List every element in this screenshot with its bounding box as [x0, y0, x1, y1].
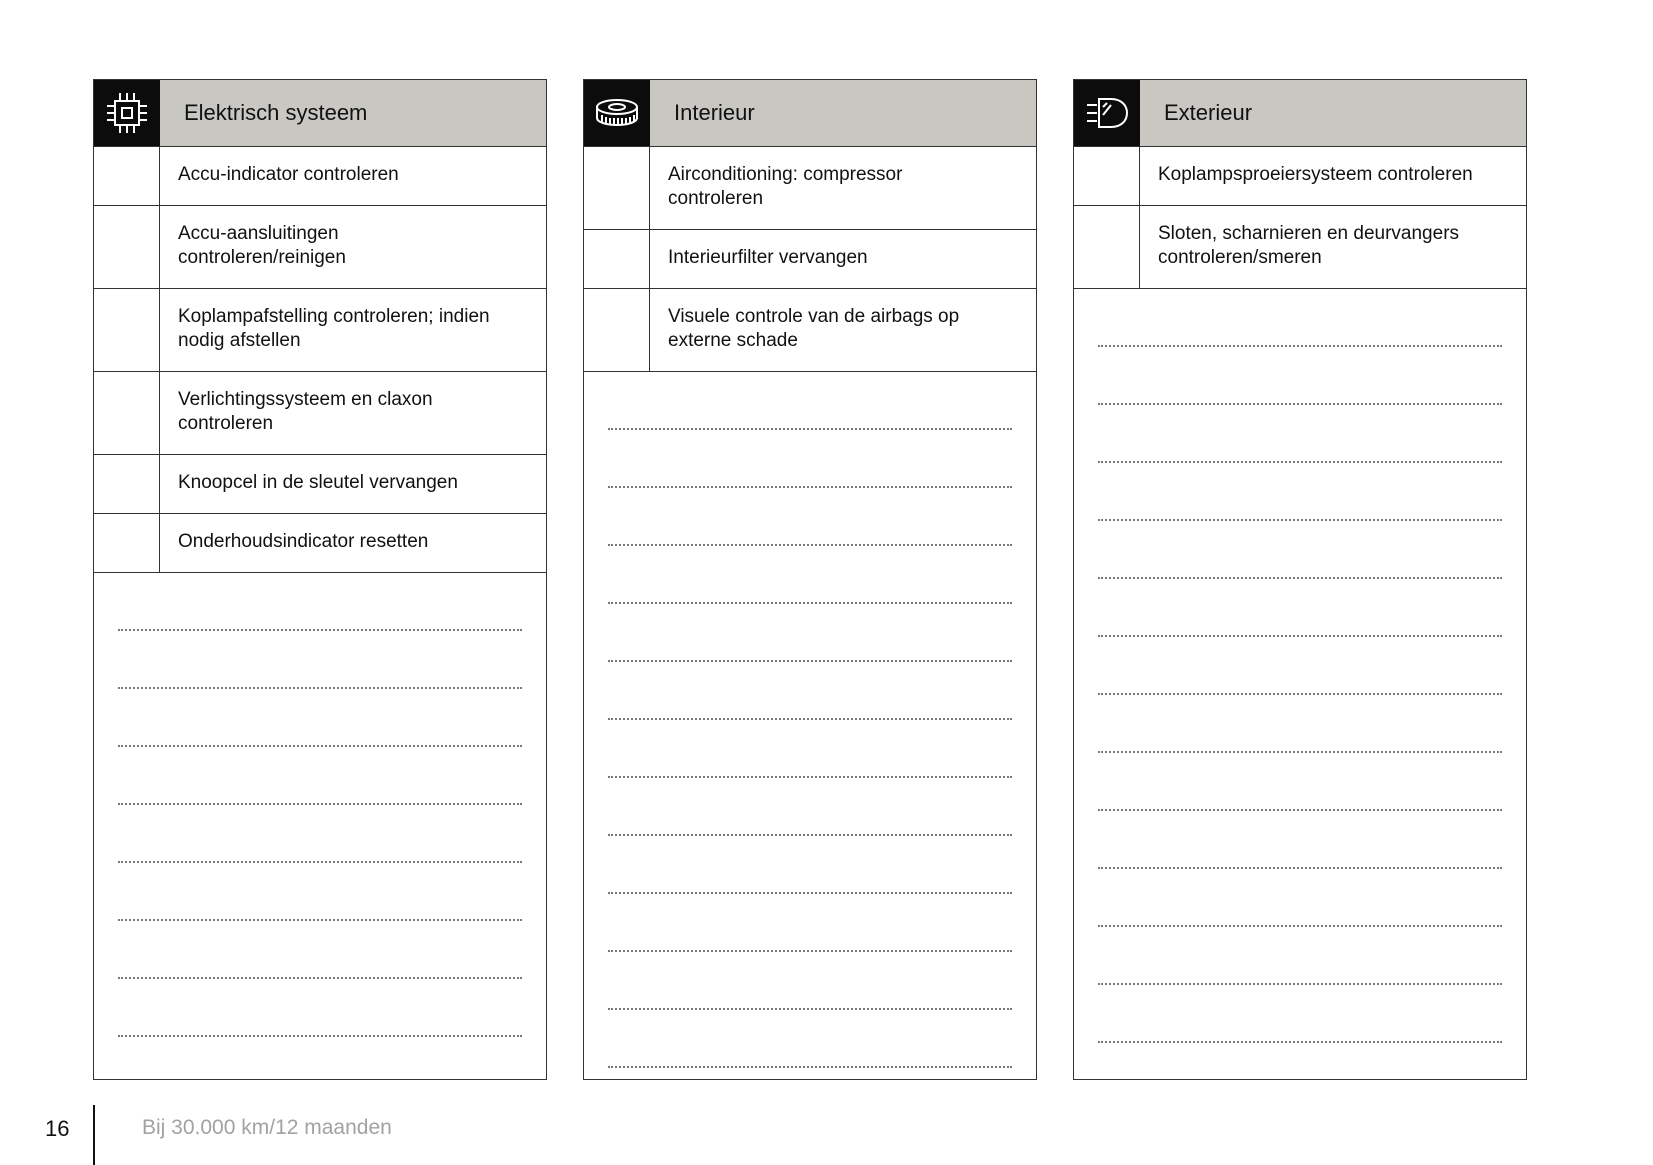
checkbox-cell[interactable] — [94, 289, 160, 371]
headlamp-icon — [1074, 80, 1140, 146]
note-line[interactable] — [1098, 637, 1502, 695]
note-line[interactable] — [1098, 927, 1502, 985]
footer-divider — [93, 1105, 95, 1165]
note-line[interactable] — [608, 720, 1012, 778]
note-line[interactable] — [608, 1010, 1012, 1068]
note-line[interactable] — [118, 747, 522, 805]
notes-area[interactable] — [94, 573, 546, 1037]
task-row — [94, 455, 546, 514]
panel-exterieur — [1073, 79, 1527, 1080]
notes-area[interactable] — [1074, 289, 1526, 1043]
note-line[interactable] — [1098, 579, 1502, 637]
task-row — [1074, 206, 1526, 289]
note-line[interactable] — [1098, 869, 1502, 927]
task-label: Knoopcel in de sleutel vervangen — [178, 472, 458, 493]
checkbox-cell[interactable] — [584, 230, 650, 288]
task-row — [94, 514, 546, 573]
note-line[interactable] — [608, 488, 1012, 546]
checkbox-cell[interactable] — [94, 455, 160, 513]
task-label: Airconditioning: compressor controleren — [668, 164, 903, 209]
note-line[interactable] — [1098, 463, 1502, 521]
note-line[interactable] — [1098, 405, 1502, 463]
note-line[interactable] — [1098, 753, 1502, 811]
task-row — [94, 206, 546, 289]
note-line[interactable] — [608, 894, 1012, 952]
note-line[interactable] — [1098, 695, 1502, 753]
task-row — [94, 372, 546, 455]
note-line[interactable] — [1098, 985, 1502, 1043]
note-line[interactable] — [608, 778, 1012, 836]
task-label: Sloten, scharnieren en deurvangers controleren/smeren — [1158, 223, 1460, 268]
note-line[interactable] — [1098, 521, 1502, 579]
panel-interieur — [583, 79, 1037, 1080]
task-label: Accu-indicator controleren — [178, 164, 399, 185]
panel-title: Interieur — [650, 80, 1036, 146]
note-line[interactable] — [608, 430, 1012, 488]
panel-header — [94, 80, 546, 147]
checkbox-cell[interactable] — [94, 206, 160, 288]
note-line[interactable] — [608, 662, 1012, 720]
panel-header — [584, 80, 1036, 147]
panel-header — [1074, 80, 1526, 147]
panel-title: Elektrisch systeem — [160, 80, 546, 146]
task-row — [1074, 147, 1526, 206]
task-row — [94, 289, 546, 372]
note-line[interactable] — [118, 805, 522, 863]
checkbox-cell[interactable] — [584, 147, 650, 229]
checkbox-cell[interactable] — [584, 289, 650, 371]
note-line[interactable] — [118, 573, 522, 631]
note-line[interactable] — [118, 979, 522, 1037]
checkbox-cell[interactable] — [94, 514, 160, 572]
panel-title: Exterieur — [1140, 80, 1526, 146]
service-interval: Bij 30.000 km/12 maanden — [142, 1116, 392, 1139]
checkbox-cell[interactable] — [94, 372, 160, 454]
checkbox-cell[interactable] — [1074, 206, 1140, 288]
task-row — [584, 230, 1036, 289]
cabin-filter-icon — [584, 80, 650, 146]
note-line[interactable] — [608, 372, 1012, 430]
page-number: 16 — [45, 1116, 70, 1141]
note-line[interactable] — [118, 863, 522, 921]
notes-area[interactable] — [584, 372, 1036, 1068]
panel-elektrisch-systeem — [93, 79, 547, 1080]
task-row — [584, 147, 1036, 230]
task-row — [94, 147, 546, 206]
task-row — [584, 289, 1036, 372]
note-line[interactable] — [118, 921, 522, 979]
note-line[interactable] — [1098, 347, 1502, 405]
task-label: Interieurfilter vervangen — [668, 247, 868, 268]
checkbox-cell[interactable] — [1074, 147, 1140, 205]
note-line[interactable] — [118, 689, 522, 747]
note-line[interactable] — [1098, 811, 1502, 869]
task-label: Onderhoudsindicator resetten — [178, 531, 429, 552]
note-line[interactable] — [608, 546, 1012, 604]
note-line[interactable] — [1098, 289, 1502, 347]
note-line[interactable] — [118, 631, 522, 689]
checkbox-cell[interactable] — [94, 147, 160, 205]
note-line[interactable] — [608, 604, 1012, 662]
task-label: Verlichtingssysteem en claxon controleren — [178, 389, 433, 434]
task-label: Accu-aansluitingen controleren/reinigen — [178, 223, 346, 268]
note-line[interactable] — [608, 836, 1012, 894]
note-line[interactable] — [608, 952, 1012, 1010]
task-label: Koplampsproeiersysteem controleren — [1158, 164, 1473, 185]
task-label: Visuele controle van de airbags op externe schade — [668, 306, 960, 351]
task-label: Koplampafstelling controleren; indien nodig afstellen — [178, 306, 490, 351]
circuit-chip-icon — [94, 80, 160, 146]
